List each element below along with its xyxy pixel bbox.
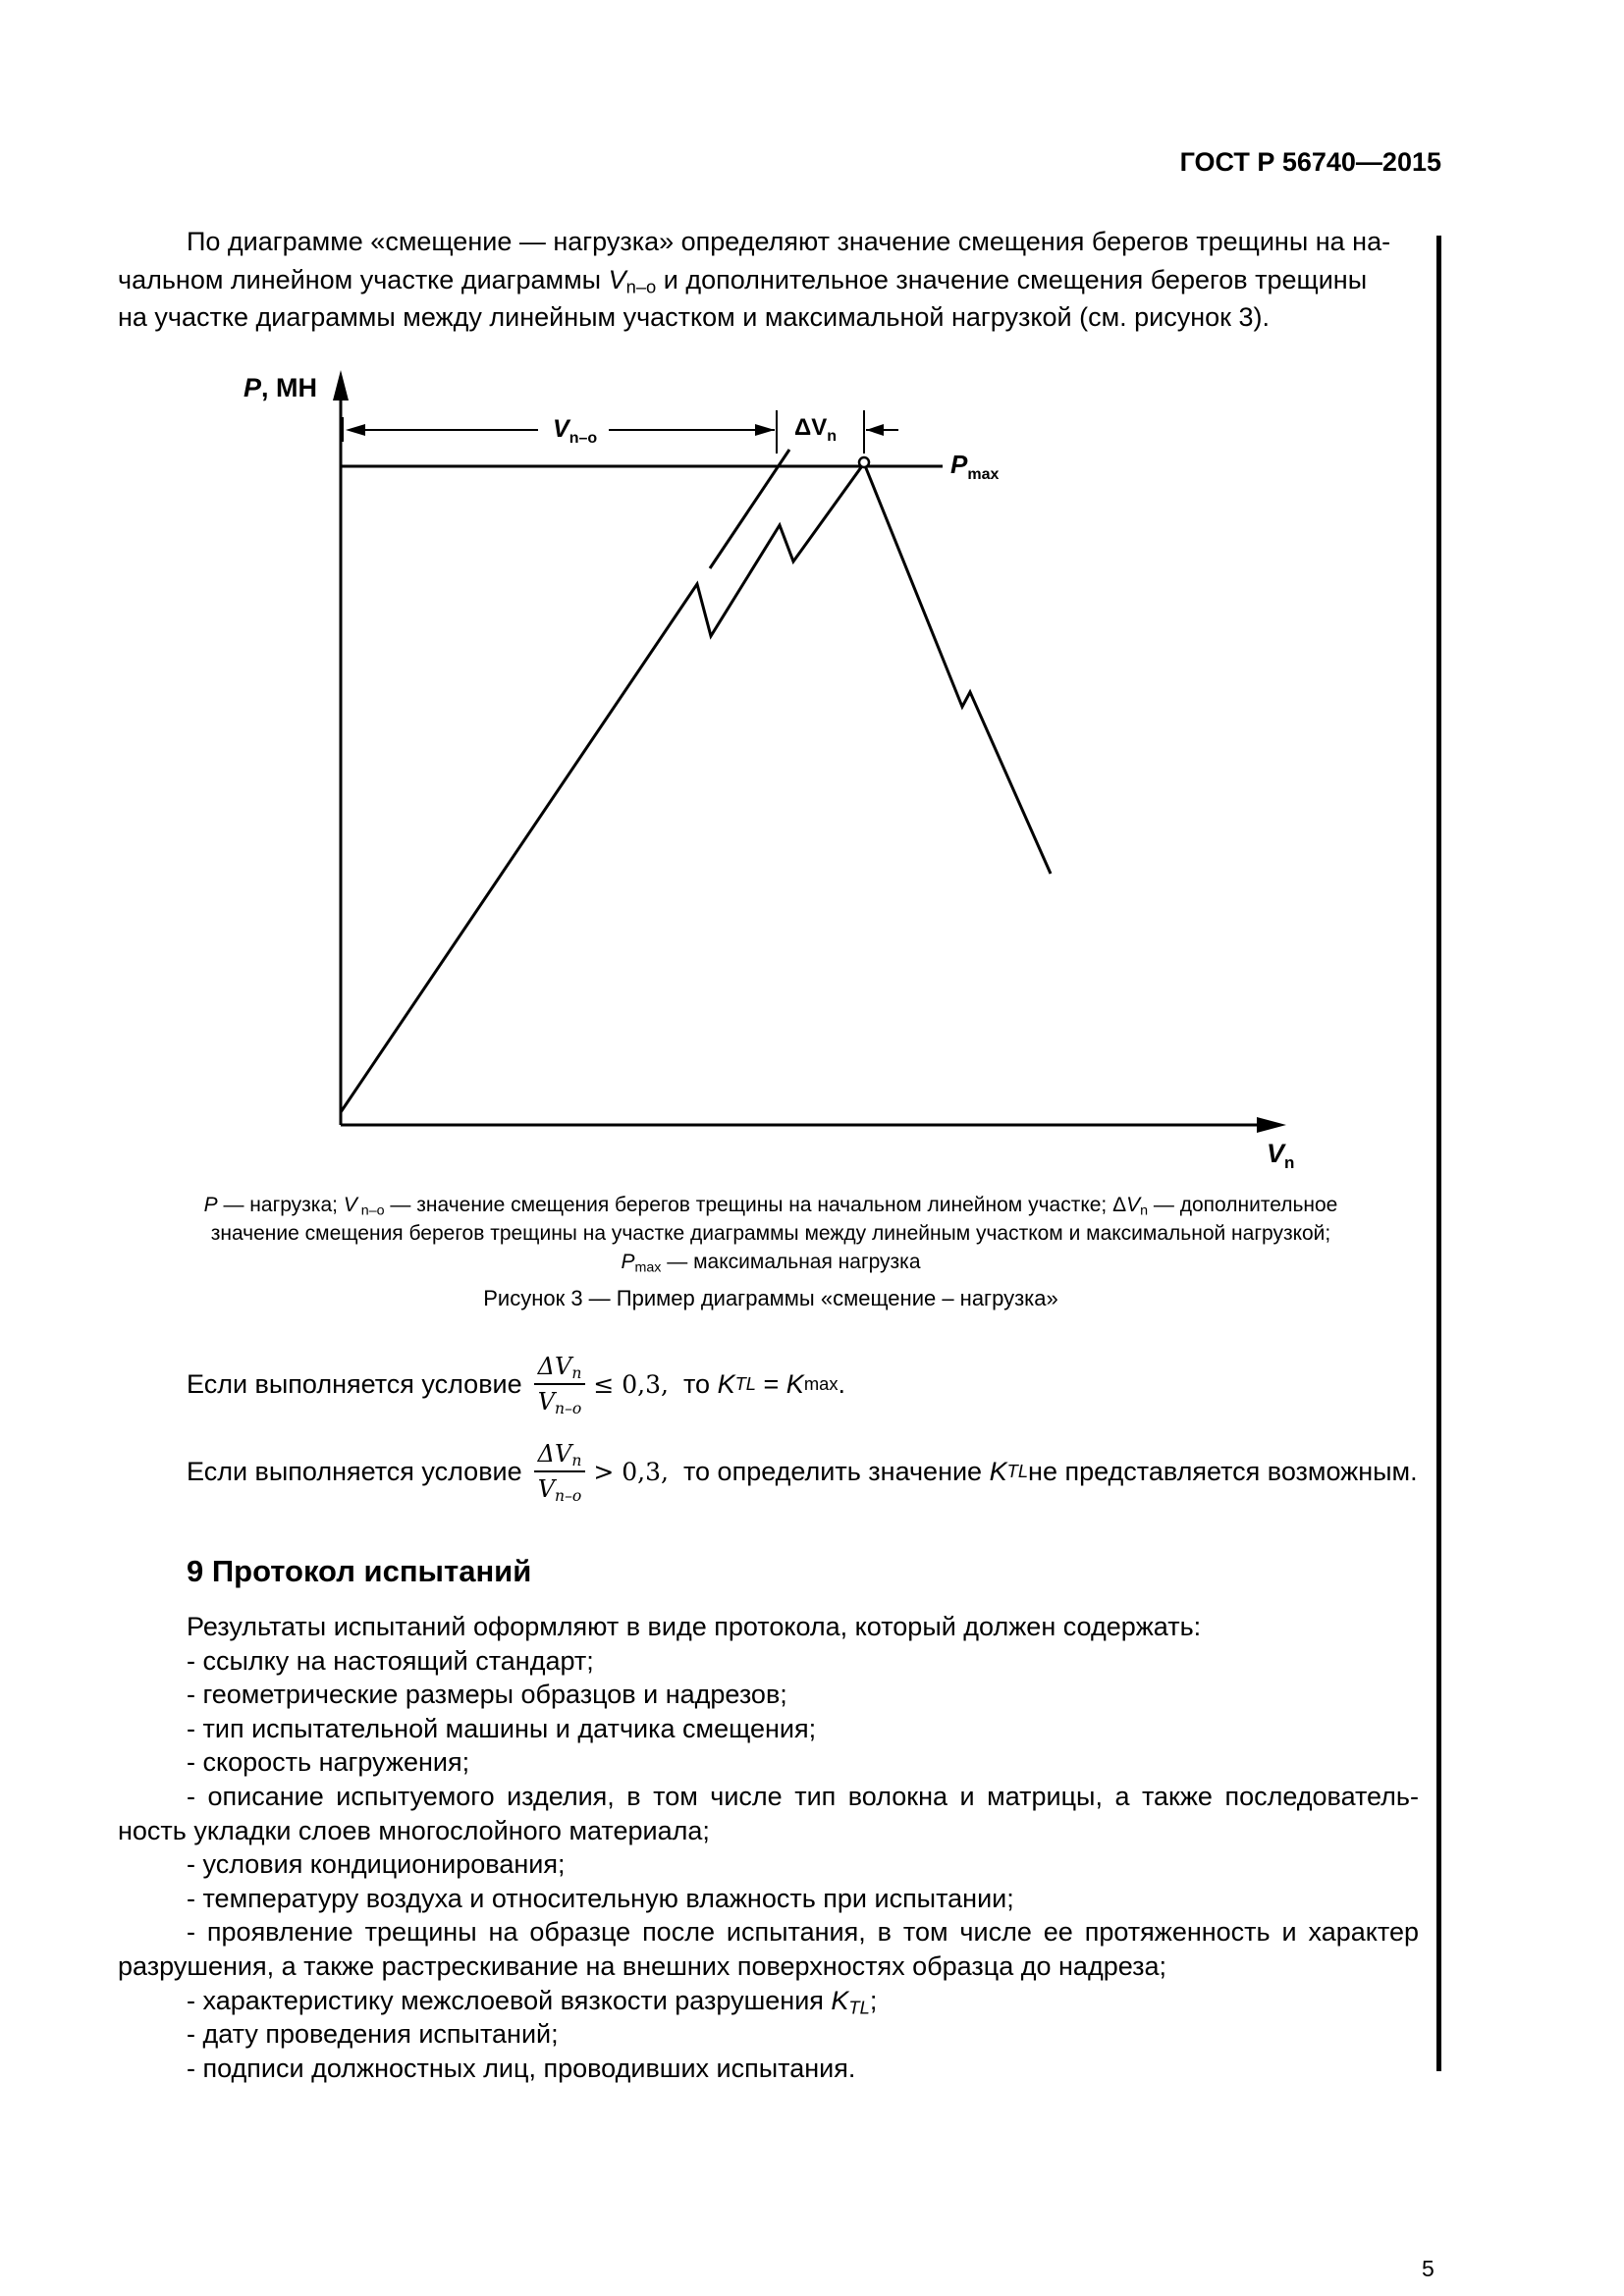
figure-legend bbox=[157, 1191, 1384, 1276]
ratio-fraction: $\frac{\Delta V_n}{V_{n-o}}$ bbox=[534, 1440, 586, 1503]
pmax-label: $P_{max}$ bbox=[950, 450, 1000, 483]
list-item: - температуру воздуха и относительную влажность при испытании; bbox=[187, 1883, 1014, 1913]
list-item: - описание испытуемого изделия, в том числе тип волокна и матрицы, а также последователь-ность укладки слоев многослойного материала; bbox=[118, 1781, 1419, 1845]
ratio-fraction: $\frac{\Delta V_n}{V_{n-o}}$ bbox=[534, 1353, 586, 1415]
list-item: - геометрические размеры образцов и надрезов; bbox=[187, 1680, 787, 1710]
condition-2: Если выполняется условие $\frac{\Delta V_n}{V_{n-o}}$ > 0,3, то определить значение K TL не представляется возможным. bbox=[187, 1440, 1418, 1505]
pmax-point bbox=[859, 457, 869, 467]
section-title: 9 Протокол испытаний bbox=[187, 1554, 532, 1588]
v-no-arrow-right bbox=[755, 424, 775, 436]
v-no-arrow-left bbox=[346, 424, 365, 436]
legend-line-3: $P_{max}$ — максимальная нагрузка bbox=[621, 1251, 921, 1276]
list-item: - тип испытательной машины и датчика смещения; bbox=[187, 1713, 817, 1743]
list-item: - дату проведения испытаний; bbox=[187, 2019, 559, 2050]
x-axis-arrow bbox=[1257, 1117, 1286, 1133]
condition-1: Если выполняется условие $\frac{\Delta V_n}{V_{n-o}}$ ≤ 0,3, то K TL = K max . bbox=[187, 1353, 846, 1417]
list-item: - скорость нагружения; bbox=[187, 1747, 470, 1778]
list-item: - ссылку на настоящий стандарт; bbox=[187, 1645, 594, 1676]
figure-caption: Рисунок 3 — Пример диаграммы «смещение – нагрузка» bbox=[483, 1286, 1058, 1310]
list-item: - условия кондиционирования; bbox=[187, 1849, 566, 1880]
intro-line-1: По диаграмме «смещение — нагрузка» определяют значение смещения берегов трещины на на- bbox=[187, 227, 1391, 256]
standard-header: ГОСТ Р 56740—2015 bbox=[1179, 147, 1441, 177]
dv-label: $\Delta V_n$ bbox=[794, 414, 838, 445]
list-item: - проявление трещины на образце после испытания, в том числе ее протяженность и характер разрушения, а также растрескивание на внешних поверхностях образца до надреза; bbox=[118, 1917, 1419, 1981]
legend-line-1: P — нагрузка; V $_{n-o}$ — значение смещения берегов трещины на начальном линейном участке; $\Delta V_n$ — дополнительное bbox=[203, 1194, 1338, 1219]
y-axis-label: P, МН bbox=[244, 373, 318, 402]
list-item: - подписи должностных лиц, проводивших испытания. bbox=[187, 2053, 856, 2083]
y-axis-arrow bbox=[333, 370, 349, 400]
x-axis-label: $V_n$ bbox=[1267, 1139, 1295, 1172]
page-number: 5 bbox=[1422, 2256, 1435, 2281]
list-intro: Результаты испытаний оформляют в виде протокола, который должен содержать: bbox=[187, 1612, 1202, 1641]
intro-line-2: чальном линейном участке диаграммы $V_{n-o}$ и дополнительное значение смещения берегов трещины bbox=[118, 264, 1368, 297]
list-item: - характеристику межслоевой вязкости разрушения $K_{TL}$; bbox=[187, 1985, 878, 2018]
v-no-label: $V_{n-o}$ bbox=[553, 415, 598, 447]
dv-arrow-right bbox=[866, 424, 884, 436]
intro-line-3: на участке диаграммы между линейным участком и максимальной нагрузкой (см. рисунок 3). bbox=[118, 302, 1270, 332]
protocol-list bbox=[118, 1610, 1419, 2085]
legend-line-2: значение смещения берегов трещины на участке диаграммы между линейным участком и максимальной нагрузкой; bbox=[210, 1222, 1331, 1245]
load-curve bbox=[341, 463, 1051, 1112]
